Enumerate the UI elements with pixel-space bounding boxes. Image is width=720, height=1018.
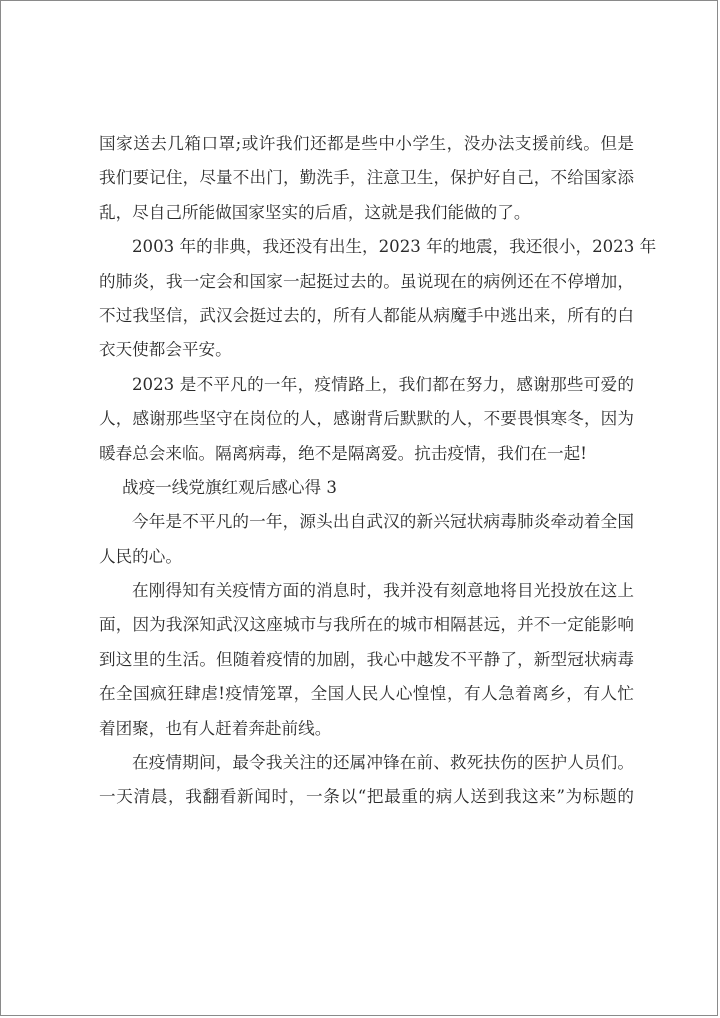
text-line: 着团聚，也有人赶着奔赴前线。 [99, 718, 332, 738]
text-line: 我们要记住，尽量不出门，勤洗手，注意卫生，保护好自己，不给国家添 [99, 168, 634, 188]
text-line: 2003 年的非典，我还没有出生，2023 年的地震，我还很小，2023 年 [132, 237, 657, 257]
text-line: 国家送去几箱口罩;或许我们还都是些中小学生，没办法支援前线。但是 [99, 134, 634, 153]
document-body [99, 127, 657, 815]
text-line: 一天清晨，我翻看新闻时，一条以“把最重的病人送到我这来”为标题的 [99, 787, 634, 807]
section-heading: 战疫一线党旗红观后感心得 3 [122, 477, 337, 497]
text-line: 的肺炎，我一定会和国家一起挺过去的。虽说现在的病例还在不停增加， [99, 271, 634, 291]
text-line: 人，感谢那些坚守在岗位的人，感谢背后默默的人，不要畏惧寒冬，因为 [99, 409, 634, 429]
text-line: 在疫情期间，最令我关注的还属冲锋在前、救死扶伤的医护人员们。 [132, 753, 634, 773]
text-line: 在全国疯狂肆虐!疫情笼罩，全国人民人心惶惶，有人急着离乡，有人忙 [99, 684, 634, 704]
text-line: 乱，尽自己所能做国家坚实的后盾，这就是我们能做的了。 [99, 202, 531, 222]
text-line: 暖春总会来临。隔离病毒，绝不是隔离爱。抗击疫情，我们在一起! [99, 443, 587, 463]
text-line: 面，因为我深知武汉这座城市与我所在的城市相隔甚远，并不一定能影响 [99, 615, 634, 635]
text-line: 人民的心。 [99, 546, 182, 566]
text-line: 不过我坚信，武汉会挺过去的，所有人都能从病魔手中逃出来，所有的白 [99, 305, 634, 325]
text-line: 在刚得知有关疫情方面的消息时，我并没有刻意地将目光投放在这上 [132, 581, 634, 601]
text-line: 2023 是不平凡的一年，疫情路上，我们都在努力，感谢那些可爱的 [132, 374, 634, 394]
text-line: 衣天使都会平安。 [99, 340, 232, 360]
text-line: 今年是不平凡的一年，源头出自武汉的新兴冠状病毒肺炎牵动着全国 [132, 512, 634, 532]
text-line: 到这里的生活。但随着疫情的加剧，我心中越发不平静了，新型冠状病毒 [99, 649, 634, 669]
